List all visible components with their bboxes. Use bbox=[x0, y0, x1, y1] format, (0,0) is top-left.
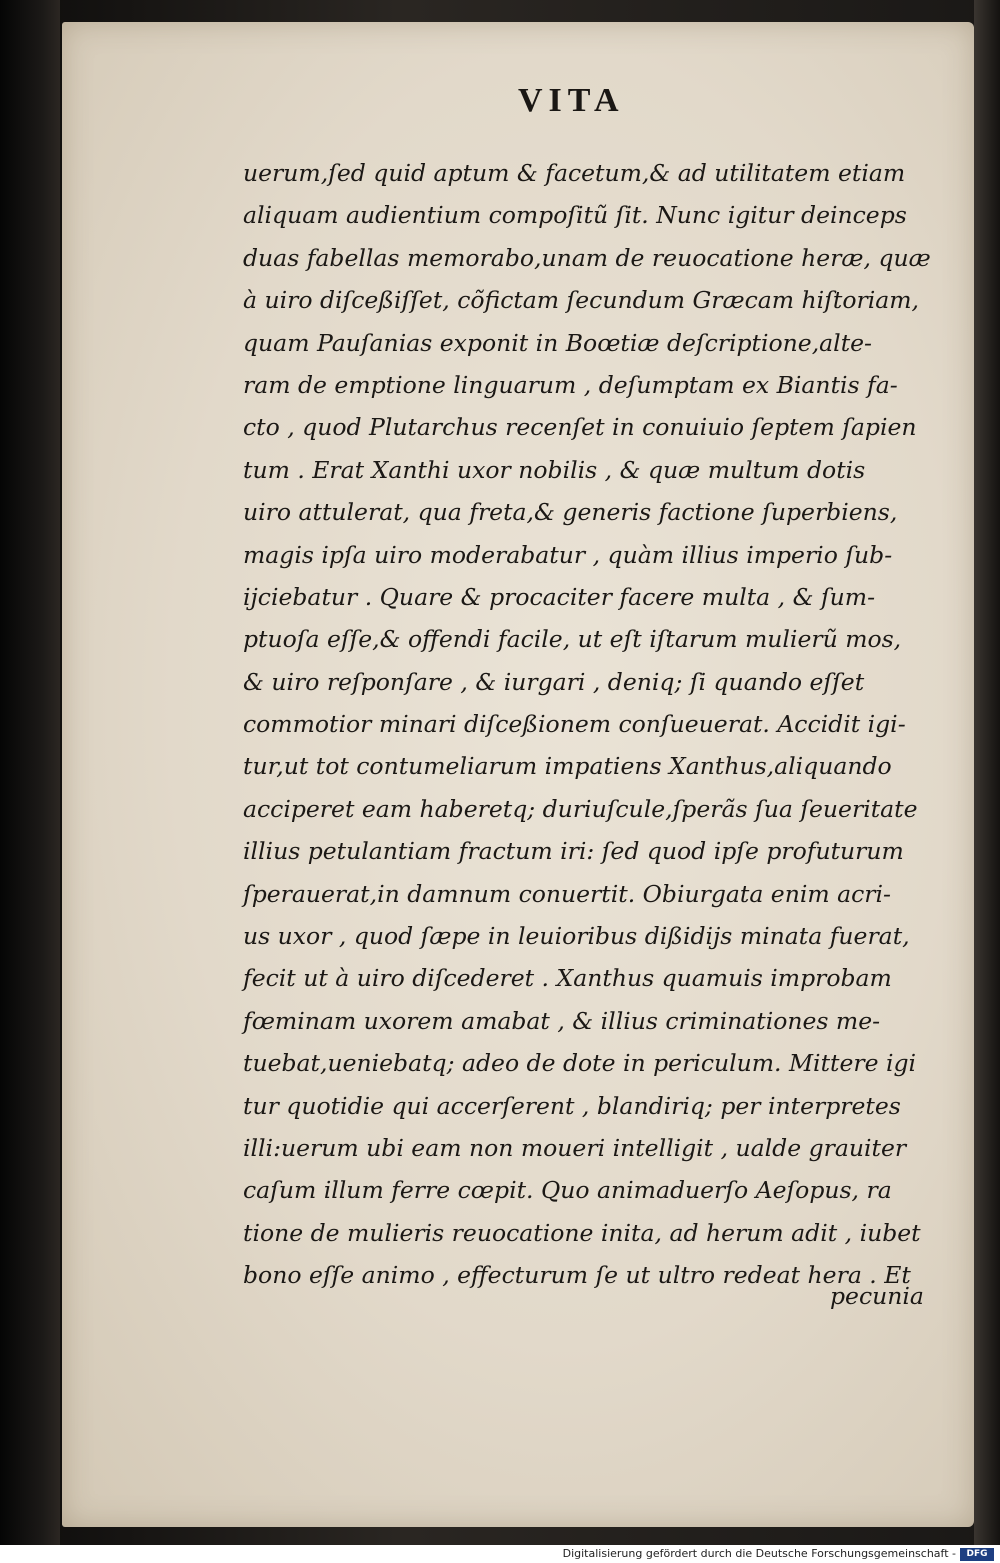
text-line: & uiro reſponſare , & iurgari , deniq; ſi quando eſſet bbox=[243, 667, 865, 696]
text-line: à uiro diſceßiſſet, cõfictam ſecundum Græcam hiſtoriam, bbox=[243, 286, 920, 315]
text-line: magis ipſa uiro moderabatur , quàm illius imperio ſub- bbox=[243, 540, 893, 569]
text-line: ptuoſa eſſe,& offendi facile, ut eſt iſtarum mulierũ mos, bbox=[243, 625, 902, 654]
dfg-logo: DFG bbox=[960, 1548, 994, 1561]
text-line: ram de emptione linguarum , deſumptam ex Biantis fa- bbox=[243, 370, 898, 399]
text-line: fœminam uxorem amabat , & illius criminationes me- bbox=[243, 1006, 881, 1035]
digitization-footer bbox=[0, 1545, 1000, 1563]
text-line: cto , quod Plutarchus recenſet in conuiuio ſeptem ſapien bbox=[243, 413, 917, 442]
text-line: fecit ut à uiro diſcederet . Xanthus quamuis improbam bbox=[243, 964, 892, 993]
book-fore-edge bbox=[974, 0, 1000, 1545]
text-line: tione de mulieris reuocatione inita, ad herum adit , iubet bbox=[243, 1218, 921, 1247]
text-line: tur,ut tot contumeliarum impatiens Xanthus,aliquando bbox=[243, 752, 892, 781]
text-line: tum . Erat Xanthi uxor nobilis , & quæ multum dotis bbox=[243, 455, 866, 484]
text-line: acciperet eam haberetq; duriuſcule,ſperãs ſua ſeueritate bbox=[243, 794, 918, 823]
funding-credit: Digitalisierung gefördert durch die Deutsche Forschungsgemeinschaft - bbox=[562, 1547, 956, 1560]
text-line: tuebat,ueniebatq; adeo de dote in periculum. Mittere igi bbox=[243, 1049, 917, 1078]
running-head: VITA bbox=[518, 82, 625, 119]
text-line: commotior minari diſceßionem conſueuerat. Accidit igi- bbox=[243, 710, 906, 739]
text-line: illi:uerum ubi eam non moueri intelligit , ualde grauiter bbox=[243, 1133, 907, 1162]
text-line: bono eſſe animo , effecturum ſe ut ultro redeat hera . Et bbox=[243, 1261, 911, 1290]
text-line: quam Pauſanias exponit in Boœtiæ deſcriptione,alte- bbox=[243, 328, 872, 357]
book-spine-shadow bbox=[0, 0, 60, 1545]
catchword: pecunia bbox=[830, 1282, 924, 1310]
text-line: uerum,ſed quid aptum & facetum,& ad utilitatem etiam bbox=[243, 159, 906, 187]
text-line: tur quotidie qui accerſerent , blandiriq; per interpretes bbox=[243, 1091, 901, 1120]
text-line: aliquam audientium compoſitũ ſit. Nunc igitur deinceps bbox=[243, 201, 907, 230]
text-line: uiro attulerat, qua freta,& generis factione ſuperbiens, bbox=[243, 498, 898, 527]
text-line: duas fabellas memorabo,unam de reuocatione heræ, quæ bbox=[243, 243, 931, 272]
body-text bbox=[243, 152, 943, 1297]
text-line: caſum illum ferre cœpit. Quo animaduerſo Aeſopus, ra bbox=[243, 1176, 892, 1205]
text-line: illius petulantiam fractum iri: ſed quod ipſe profuturum bbox=[243, 837, 904, 866]
text-line: ijciebatur . Quare & procaciter facere multa , & ſum- bbox=[243, 582, 876, 611]
text-line: us uxor , quod ſæpe in leuioribus dißidijs minata fuerat, bbox=[243, 922, 910, 951]
text-line: ſperauerat,in damnum conuertit. Obiurgata enim acri- bbox=[243, 879, 891, 908]
